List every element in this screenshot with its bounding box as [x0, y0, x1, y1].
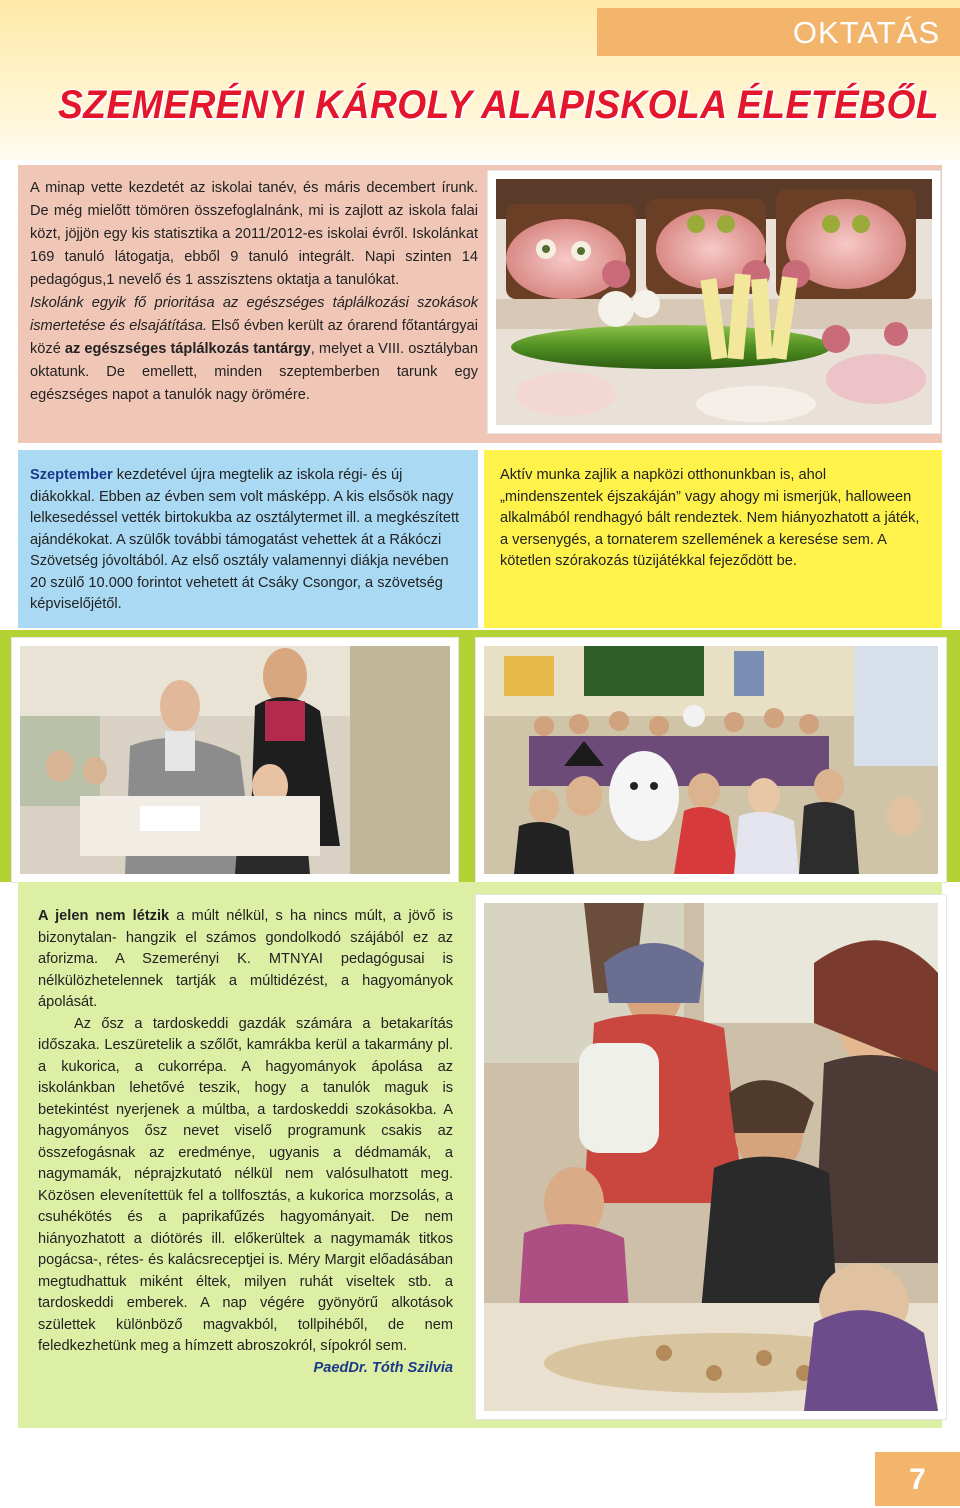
author: PaedDr. Tóth Szilvia	[313, 1359, 453, 1376]
food-photo-image	[496, 179, 932, 425]
september-lead: Szeptember	[30, 467, 113, 483]
story-p1-body: a múlt nélkül, s ha nincs múlt, a jövő is bizonytalan- hangzik el számos gondolkodó szájából ez az aforizma. A Szemerényi K. MTNYAI pedagógusai is nélkülözhetelennek tartják a múltidézést, a hagyományok ápolását.	[38, 908, 453, 1010]
page-number: 7	[875, 1452, 960, 1506]
classroom-photo-image	[20, 646, 450, 874]
page-title: SZEMERÉNYI KÁROLY ALAPISKOLA ÉLETÉBŐL	[58, 83, 940, 127]
intro-subject-bold: az egészséges táplálkozás tantárgy	[64, 341, 311, 357]
intro-paragraph-1: A minap vette kezdetét az iskolai tanév, és máris decembert írunk. De még mielőtt tömören összefoglalnánk, mi is zajlott az iskola falai közt, jöjjön egy kis statisztika a 2011/2012-es iskolai évről. Iskolánkat 169 tanuló látogatja, ebből 9 tanuló integrált. Napi szinten 14 pedagógus,1 nevelő és 1 asszisztens oktatja a tanulókat.	[30, 180, 478, 288]
grandmothers-photo-image	[484, 903, 938, 1411]
story-paragraph-2: Az ősz a tardoskeddi gazdák számára a betakarítás időszaka. Leszüretelik a szőlőt, kamrákba kerül a takarmány pl. a kukorica, a cukorrépa. A hagyományok ápolása az iskolánkban lehetővé teszik, hogy a tanulók maguk is betekintést nyerjenek a múltba, a tardoskeddi szokásokba. A hagyományos ősz nevet viselő programunk csakis az összefogásnak az eredménye, ugyanis a dédmamák, a nagymamák, néprajzkutató nélkül nem valósulhatott meg. Közösen elevenítettük fel a tollfosztás, a kukorica morzsolás, a csuhékötés és a paprikafűzés hagyományait. De nem hiányozhatott a diótörés ill. előkerültek a nagymamák titkos pogácsa-, rétes- és kalácsreceptjei is. Méry Margit előadásában megtudhattuk miként éltek, milyen ruhát viseltek stb. a tardoskeddi emberek. A nap végére gyönyörű alkotások születtek különböző magvakból, tollpihéből, de nem feledkezhetünk meg a hímzett abroszokról, sípokról sem.	[38, 1015, 453, 1354]
story-text	[38, 906, 453, 1379]
story-paragraph-1	[38, 906, 453, 1014]
intro-paragraph-2	[30, 292, 478, 407]
halloween-paragraph: Aktív munka zajlik a napközi otthonunkban is, ahol „mindenszentek éjszakáján” vagy ahogy mi ismerjük, halloween alkalmából rendhagyó bált rendeztek. Nem hiányozhatott a játék, a versenygés, a tornaterem szellemének a keresése sem. A kötetlen szórakozás tüzijátékkal fejeződött be.	[500, 467, 920, 569]
story-lead-bold: A jelen nem létzik	[38, 908, 170, 924]
halloween-photo	[476, 638, 946, 882]
grandmothers-photo	[476, 895, 946, 1419]
intro-p2-b: , melyet a VIII. osztályban oktatunk. De emellett, minden szeptemberben tarunk egy egészséges napot a tanulók nagy örömére.	[30, 341, 478, 403]
intro-text	[30, 177, 478, 407]
intro-p2-a: Első évben került az órarend főtantárgyai közé	[30, 318, 478, 357]
intro-priority-italic: Iskolánk egyik fő prioritása az egészséges táplálkozási szokások ismertetése és elsajátítása.	[30, 295, 478, 334]
september-text	[30, 465, 460, 616]
section-tab: OKTATÁS	[597, 8, 960, 56]
halloween-text	[500, 465, 930, 573]
food-photo	[488, 171, 940, 433]
september-paragraph	[30, 465, 460, 616]
halloween-photo-image	[484, 646, 938, 874]
september-body: kezdetével újra megtelik az iskola régi- és új diákokkal. Ebben az évben sem volt másképp. A kis elsősök nagy lelkesedéssel vették birtokukba az osztálytermet ill. a megkészített ajándékokat. A szülők további támogatást vehettek át a Rákóczi Szövetség jóvoltából. Az első osztály valamennyi diákja nevében 20 szülő 10.000 forintot vehetett át Csáky Csongor, a szövetség képviselőjétől.	[30, 467, 460, 612]
classroom-photo	[12, 638, 458, 882]
